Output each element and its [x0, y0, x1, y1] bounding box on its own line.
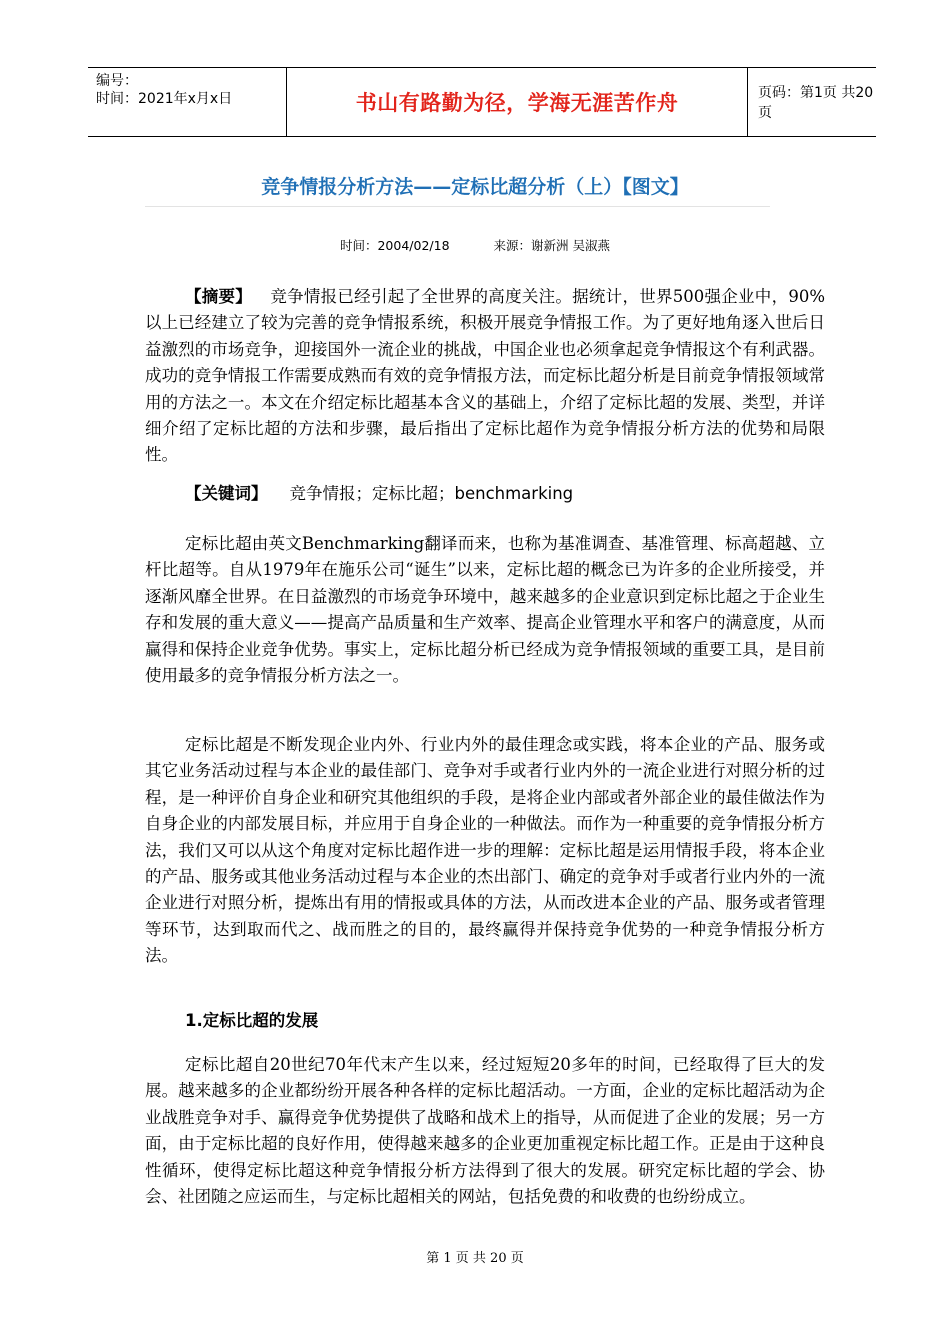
page-code: 页码：第1页 共20页 — [758, 85, 874, 121]
article-source: 来源：谢新洲 吴淑燕 — [493, 238, 610, 253]
abstract-paragraph — [145, 284, 825, 469]
article-meta — [0, 236, 950, 254]
abstract-text: 竞争情报已经引起了全世界的高度关注。据统计，世界500强企业中，90%以上已经建立了较为完善的竞争情报系统，积极开展竞争情报工作。为了更好地角逐入世后日益激烈的市场竞争，迎接国外一流企业的挑战，中国企业也必须拿起竞争情报这个有利武器。成功的竞争情报工作需要成熟而有效的竞争情报方法，而定标比超分析是目前竞争情报领域常用的方法之一。本文在介绍定标比超基本含义的基础上，介绍了定标比超的发展、类型，并详细介绍了定标比超的方法和步骤，最后指出了定标比超作为竞争情报分析方法的优势和局限性。 — [145, 287, 826, 465]
development-paragraph: 定标比超自20世纪70年代末产生以来，经过短短20多年的时间，已经取得了巨大的发展。越来越多的企业都纷纷开展各种各样的定标比超活动。一方面，企业的定标比超活动为企业战胜竞争对手、赢得竞争优势提供了战略和战术上的指导，从而促进了企业的发展；另一方面，由于定标比超的良好作用，使得越来越多的企业更加重视定标比超工作。正是由于这种良性循环，使得定标比超这种竞争情报分析方法得到了很大的发展。研究定标比超的学会、协会、社团随之应运而生，与定标比超相关的网站，包括免费的和收费的也纷纷成立。 — [145, 1055, 825, 1207]
page-code-cell — [748, 68, 876, 136]
keywords-paragraph — [145, 481, 825, 507]
page-header — [88, 67, 876, 137]
page-footer: 第 1 页 共 20 页 — [426, 1251, 524, 1266]
keywords-text: 竞争情报；定标比超；benchmarking — [289, 484, 574, 503]
keywords-label: 【关键词】 — [185, 484, 268, 503]
abstract-label: 【摘要】 — [185, 287, 253, 306]
section-heading: 1.定标比超的发展 — [185, 1011, 319, 1030]
article-title: 竞争情报分析方法——定标比超分析（上）【图文】 — [261, 176, 689, 198]
title-divider — [145, 206, 770, 207]
number-label: 编号： — [96, 73, 138, 89]
intro-paragraph: 定标比超由英文Benchmarking翻译而来，也称为基准调查、基准管理、标高超越、立杆比超等。自从1979年在施乐公司“诞生”以来，定标比超的概念已为许多的企业所接受，并逐渐风靡全世界。在日益激烈的市场竞争环境中，越来越多的企业意识到定标比超之于企业生存和发展的重大意义——提高产品质量和生产效率、提高企业管理水平和客户的满意度，从而赢得和保持企业竞争优势。事实上，定标比超分析已经成为竞争情报领域的重要工具，是目前使用最多的竞争情报分析方法之一。 — [145, 534, 825, 686]
time-label: 时间：2021年x月x日 — [96, 91, 233, 107]
definition-paragraph: 定标比超是不断发现企业内外、行业内外的最佳理念或实践，将本企业的产品、服务或其它业务活动过程与本企业的最佳部门、竞争对手或者行业内外的一流企业进行对照分析的过程，是一种评价自身企业和研究其他组织的手段，是将企业内部或者外部企业的最佳做法作为自身企业的内部发展目标，并应用于自身企业的一种做法。而作为一种重要的竞争情报分析方法，我们又可以从这个角度对定标比超作进一步的理解：定标比超是运用情报手段，将本企业的产品、服务或其他业务活动过程与本企业的杰出部门、确定的竞争对手或者行业内外的一流企业进行对照分析，提炼出有用的情报或具体的方法，从而改进本企业的产品、服务或者管理等环节，达到取而代之、战而胜之的目的，最终赢得并保持竞争优势的一种竞争情报分析方法。 — [145, 735, 825, 966]
motto-text: 书山有路勤为径，学海无涯苦作舟 — [355, 91, 679, 115]
header-info-cell — [88, 68, 286, 136]
motto-cell — [286, 68, 748, 136]
publish-time: 时间：2004/02/18 — [339, 238, 450, 253]
